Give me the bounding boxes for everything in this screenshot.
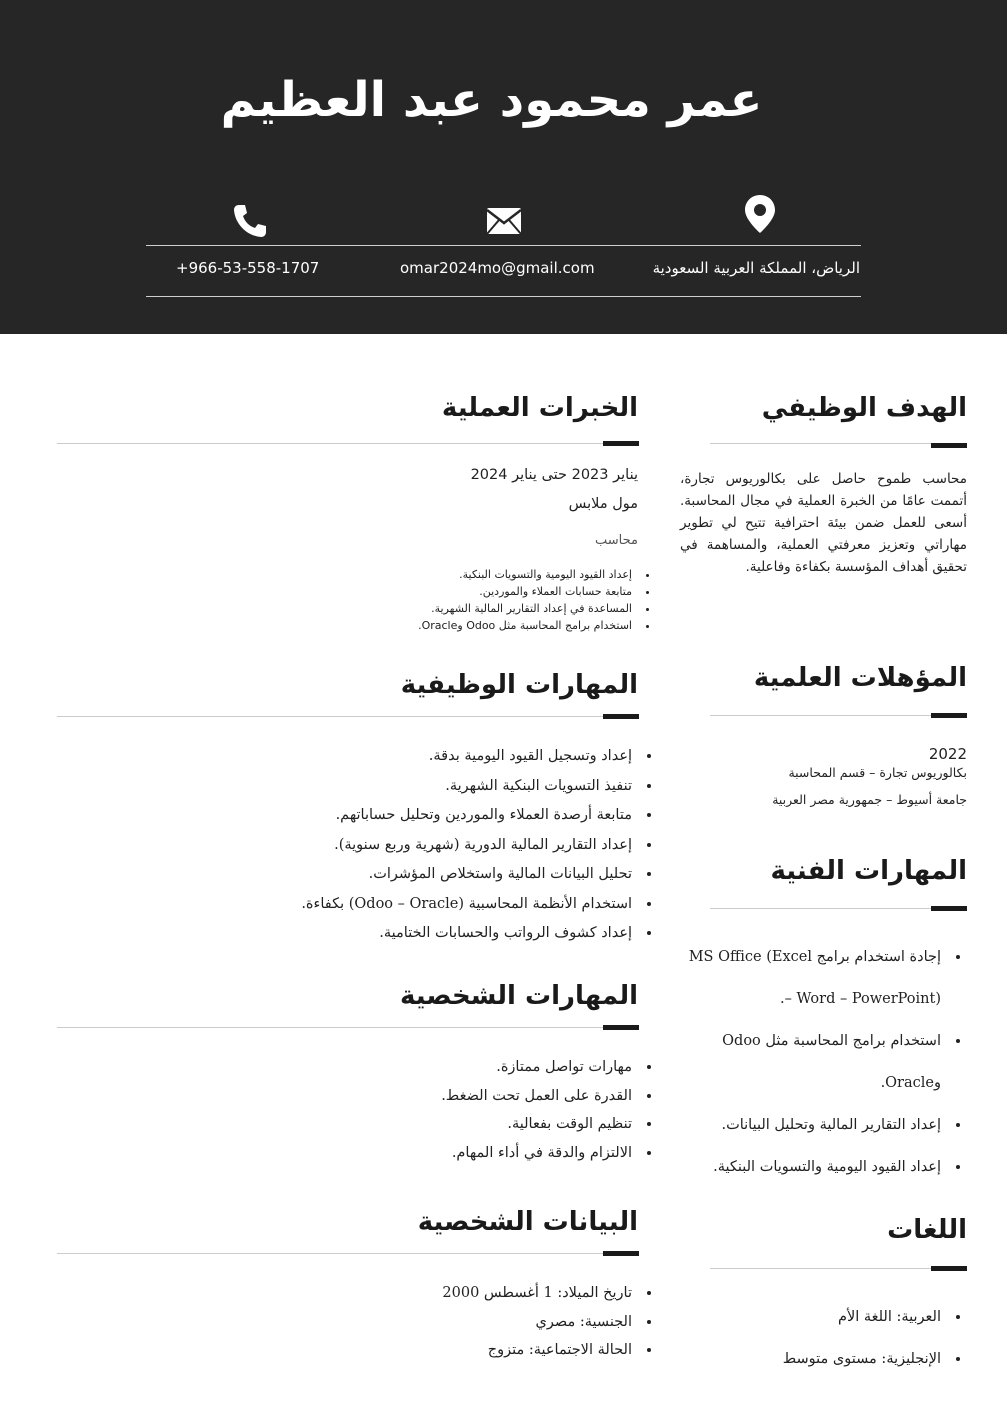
location-text: الرياض، المملكة العربية السعودية (652, 259, 860, 277)
personal-info-list (330, 1279, 658, 1365)
location-pin-icon (740, 193, 780, 233)
education-university: جامعة أسيوط – جمهورية مصر العربية (772, 792, 967, 807)
section-accent (603, 441, 639, 446)
list-item: • الحالة الاجتماعية: متزوج (330, 1336, 636, 1365)
phone-text[interactable]: +966-53-558-1707 (176, 259, 320, 277)
list-item: • الالتزام والدقة في أداء المهام. (330, 1139, 636, 1168)
list-item: • إجادة استخدام برامج MS Office (Excel – Word – PowerPoint). (682, 936, 945, 1020)
section-accent (603, 1251, 639, 1256)
section-rule (57, 1253, 638, 1254)
list-item: • إعداد التقارير المالية الدورية (شهرية وربع سنوية). (240, 831, 636, 861)
objective-title: الهدف الوظيفي (761, 393, 967, 423)
email-text[interactable]: omar2024mo@gmail.com (400, 259, 595, 277)
list-item: • متابعة حسابات العملاء والموردين. (330, 583, 636, 600)
experience-period: يناير 2023 حتى يناير 2024 (470, 467, 638, 483)
personal-info-title: البيانات الشخصية (417, 1207, 638, 1237)
experience-title: الخبرات العملية (441, 393, 638, 423)
list-item: • إعداد كشوف الرواتب والحسابات الختامية. (240, 919, 636, 949)
section-rule (710, 715, 967, 716)
candidate-name: عمر محمود عبد العظيم (220, 72, 763, 128)
job-skills-list (240, 742, 658, 949)
section-accent (931, 906, 967, 911)
header-banner (0, 0, 1007, 334)
list-item: • استخدام الأنظمة المحاسبية (Odoo – Oracle) بكفاءة. (240, 890, 636, 920)
personal-skills-title: المهارات الشخصية (400, 981, 638, 1011)
list-item: • متابعة أرصدة العملاء والموردين وتحليل حساباتهم. (240, 801, 636, 831)
experience-duties-list (330, 566, 658, 634)
section-rule (57, 1027, 638, 1028)
section-rule (710, 443, 967, 444)
list-item: • إعداد وتسجيل القيود اليومية بدقة. (240, 742, 636, 772)
list-item: • استخدام برامج المحاسبة مثل Odoo وOracle. (682, 1020, 945, 1104)
list-item: • العربية: اللغة الأم (700, 1296, 945, 1338)
list-item: • الجنسية: مصري (330, 1308, 636, 1337)
section-rule (57, 716, 638, 717)
section-accent (931, 713, 967, 718)
technical-skills-list (682, 936, 967, 1188)
list-item: • إعداد القيود اليومية والتسويات البنكية. (682, 1146, 945, 1188)
phone-icon (230, 201, 270, 241)
list-item: • تاريخ الميلاد: 1 أغسطس 2000 (330, 1279, 636, 1308)
list-item: • تنفيذ التسويات البنكية الشهرية. (240, 772, 636, 802)
section-rule (710, 908, 967, 909)
section-accent (931, 443, 967, 448)
list-item: • القدرة على العمل تحت الضغط. (330, 1082, 636, 1111)
list-item: • الإنجليزية: مستوى متوسط (700, 1338, 945, 1380)
section-rule (57, 443, 638, 444)
experience-company: مول ملابس (568, 496, 638, 512)
languages-list (700, 1296, 967, 1380)
education-title: المؤهلات العلمية (753, 663, 967, 693)
list-item: • مهارات تواصل ممتازة. (330, 1053, 636, 1082)
list-item: • استخدام برامج المحاسبة مثل Odoo وOracle. (330, 617, 636, 634)
section-accent (603, 1025, 639, 1030)
education-degree: بكالوريوس تجارة – قسم المحاسبة (788, 765, 967, 780)
list-item: • إعداد القيود اليومية والتسويات البنكية. (330, 566, 636, 583)
contact-divider-top (146, 245, 861, 246)
list-item: • تحليل البيانات المالية واستخلاص المؤشرات. (240, 860, 636, 890)
personal-skills-list (330, 1053, 658, 1167)
envelope-icon (484, 201, 524, 241)
section-accent (931, 1266, 967, 1271)
languages-title: اللغات (887, 1215, 967, 1245)
job-skills-title: المهارات الوظيفية (400, 670, 638, 700)
list-item: • تنظيم الوقت بفعالية. (330, 1110, 636, 1139)
list-item: • إعداد التقارير المالية وتحليل البيانات. (682, 1104, 945, 1146)
section-accent (603, 714, 639, 719)
education-year: 2022 (928, 745, 967, 763)
list-item: • المساعدة في إعداد التقارير المالية الشهرية. (330, 600, 636, 617)
objective-text: محاسب طموح حاصل على بكالوريوس تجارة، أتممت عامًا من الخبرة العملية في مجال المحاسبة. أسعى للعمل ضمن بيئة احترافية تتيح لي تطوير مهاراتي وتعزيز معرفتي العملية، والمساهمة في تحقيق أهداف المؤسسة بكفاءة وفاعلية. (680, 471, 967, 575)
experience-role: محاسب (595, 533, 638, 548)
contact-divider-bottom (146, 296, 861, 297)
technical-skills-title: المهارات الفنية (770, 856, 967, 886)
section-rule (710, 1268, 967, 1269)
